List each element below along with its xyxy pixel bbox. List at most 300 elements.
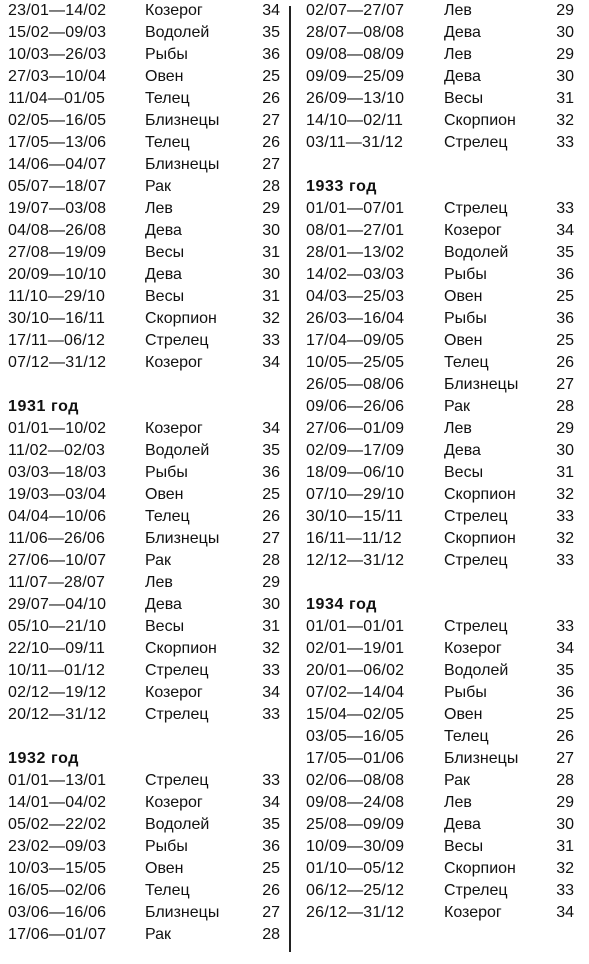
- table-row: [8, 220, 280, 242]
- sign-number: 34: [556, 222, 574, 239]
- date-range: 14/01—04/02: [8, 794, 107, 811]
- zodiac-sign: Дева: [444, 24, 481, 41]
- sign-number: 36: [262, 46, 280, 63]
- zodiac-sign: Козерог: [444, 904, 502, 921]
- sign-number: 36: [556, 310, 574, 327]
- sign-number: 28: [262, 178, 280, 195]
- sign-number: 33: [556, 618, 574, 635]
- table-row: [306, 858, 586, 880]
- zodiac-sign: Водолей: [145, 816, 210, 833]
- table-row: [8, 308, 280, 330]
- date-range: 09/09—25/09: [306, 68, 405, 85]
- sign-number: 32: [556, 530, 574, 547]
- table-row: [306, 836, 586, 858]
- section-gap: [306, 154, 586, 176]
- table-row: [306, 484, 586, 506]
- date-range: 10/09—30/09: [306, 838, 405, 855]
- date-range: 19/07—03/08: [8, 200, 107, 217]
- table-row: [8, 440, 280, 462]
- zodiac-sign: Рыбы: [444, 266, 487, 283]
- zodiac-sign: Водолей: [444, 662, 509, 679]
- table-row: [306, 726, 586, 748]
- table-row: [306, 110, 586, 132]
- date-range: 01/01—13/01: [8, 772, 107, 789]
- date-range: 11/06—26/06: [8, 530, 106, 547]
- table-row: [8, 924, 280, 946]
- zodiac-sign: Рыбы: [145, 464, 188, 481]
- right-column: [306, 0, 586, 924]
- sign-number: 31: [556, 838, 574, 855]
- sign-number: 35: [262, 24, 280, 41]
- zodiac-sign: Рак: [145, 552, 172, 569]
- table-row: [306, 418, 586, 440]
- zodiac-sign: Стрелец: [444, 508, 508, 525]
- zodiac-sign: Телец: [145, 508, 190, 525]
- table-row: [8, 792, 280, 814]
- date-range: 26/12—31/12: [306, 904, 405, 921]
- date-range: 17/06—01/07: [8, 926, 107, 943]
- date-range: 01/10—05/12: [306, 860, 405, 877]
- zodiac-sign: Близнецы: [145, 112, 220, 129]
- sign-number: 28: [556, 772, 574, 789]
- zodiac-sign: Лев: [444, 46, 472, 63]
- table-row: [306, 880, 586, 902]
- table-row: [306, 198, 586, 220]
- zodiac-sign: Козерог: [145, 420, 203, 437]
- table-row: [8, 902, 280, 924]
- zodiac-sign: Козерог: [145, 794, 203, 811]
- table-row: [8, 660, 280, 682]
- date-range: 02/07—27/07: [306, 2, 405, 19]
- date-range: 22/10—09/11: [8, 640, 106, 657]
- date-range: 17/04—09/05: [306, 332, 405, 349]
- date-range: 07/10—29/10: [306, 486, 405, 503]
- sign-number: 28: [262, 926, 280, 943]
- table-row: [306, 286, 586, 308]
- table-row: [306, 814, 586, 836]
- date-range: 05/07—18/07: [8, 178, 107, 195]
- zodiac-sign: Весы: [145, 244, 185, 261]
- table-row: [306, 682, 586, 704]
- table-row: [306, 616, 586, 638]
- table-row: [8, 198, 280, 220]
- table-row: [306, 352, 586, 374]
- zodiac-sign: Стрелец: [444, 552, 508, 569]
- sign-number: 27: [556, 376, 574, 393]
- table-row: [306, 792, 586, 814]
- sign-number: 33: [556, 508, 574, 525]
- zodiac-sign: Близнецы: [444, 750, 519, 767]
- table-row: [8, 528, 280, 550]
- sign-number: 26: [262, 90, 280, 107]
- date-range: 10/05—25/05: [306, 354, 405, 371]
- table-row: [8, 110, 280, 132]
- table-row: [306, 440, 586, 462]
- table-row: [306, 550, 586, 572]
- zodiac-sign: Стрелец: [444, 200, 508, 217]
- date-range: 05/02—22/02: [8, 816, 107, 833]
- date-range: 15/04—02/05: [306, 706, 405, 723]
- table-row: [8, 572, 280, 594]
- table-row: [8, 594, 280, 616]
- zodiac-sign: Скорпион: [444, 530, 516, 547]
- sign-number: 36: [556, 684, 574, 701]
- zodiac-sign: Скорпион: [444, 486, 516, 503]
- zodiac-sign: Весы: [444, 464, 484, 481]
- sign-number: 27: [262, 156, 280, 173]
- zodiac-sign: Дева: [145, 266, 182, 283]
- date-range: 26/05—08/06: [306, 376, 405, 393]
- date-range: 10/11—01/12: [8, 662, 106, 679]
- table-row: [8, 44, 280, 66]
- table-row: [306, 374, 586, 396]
- sign-number: 34: [556, 640, 574, 657]
- table-row: [306, 660, 586, 682]
- sign-number: 27: [262, 530, 280, 547]
- sign-number: 34: [262, 684, 280, 701]
- zodiac-sign: Козерог: [145, 354, 203, 371]
- zodiac-sign: Телец: [145, 90, 190, 107]
- table-row: [306, 88, 586, 110]
- date-range: 11/04—01/05: [8, 90, 106, 107]
- table-row: [306, 748, 586, 770]
- zodiac-sign: Лев: [444, 794, 472, 811]
- zodiac-sign: Лев: [145, 200, 173, 217]
- section-gap: [8, 374, 280, 396]
- sign-number: 25: [262, 860, 280, 877]
- table-row: [306, 506, 586, 528]
- date-range: 02/05—16/05: [8, 112, 107, 129]
- sign-number: 29: [262, 200, 280, 217]
- date-range: 20/01—06/02: [306, 662, 405, 679]
- zodiac-sign: Весы: [145, 618, 185, 635]
- sign-number: 33: [262, 332, 280, 349]
- sign-number: 26: [262, 134, 280, 151]
- table-row: [8, 0, 280, 22]
- date-range: 09/06—26/06: [306, 398, 405, 415]
- sign-number: 31: [556, 90, 574, 107]
- sign-number: 31: [262, 288, 280, 305]
- table-row: [306, 308, 586, 330]
- sign-number: 31: [262, 618, 280, 635]
- zodiac-sign: Овен: [145, 860, 184, 877]
- date-range: 23/01—14/02: [8, 2, 107, 19]
- date-range: 18/09—06/10: [306, 464, 405, 481]
- left-column: [8, 0, 280, 946]
- date-range: 23/02—09/03: [8, 838, 107, 855]
- date-range: 26/03—16/04: [306, 310, 405, 327]
- sign-number: 25: [556, 288, 574, 305]
- sign-number: 34: [262, 2, 280, 19]
- table-row: [8, 814, 280, 836]
- date-range: 27/08—19/09: [8, 244, 107, 261]
- zodiac-sign: Стрелец: [444, 134, 508, 151]
- section-1932-continued: [306, 0, 586, 154]
- table-row: [306, 902, 586, 924]
- sign-number: 25: [262, 68, 280, 85]
- zodiac-sign: Лев: [444, 420, 472, 437]
- date-range: 25/08—09/09: [306, 816, 405, 833]
- sign-number: 26: [262, 508, 280, 525]
- date-range: 11/10—29/10: [8, 288, 106, 305]
- sign-number: 30: [556, 24, 574, 41]
- date-range: 11/02—02/03: [8, 442, 106, 459]
- date-range: 07/02—14/04: [306, 684, 405, 701]
- zodiac-sign: Рак: [444, 772, 471, 789]
- sign-number: 34: [262, 794, 280, 811]
- table-row: [8, 462, 280, 484]
- sign-number: 31: [556, 464, 574, 481]
- zodiac-sign: Водолей: [444, 244, 509, 261]
- sign-number: 32: [262, 640, 280, 657]
- zodiac-sign: Стрелец: [444, 882, 508, 899]
- zodiac-sign: Козерог: [444, 222, 502, 239]
- year-heading-1932: 1932 год: [8, 750, 80, 767]
- table-row: [8, 286, 280, 308]
- table-row: [306, 0, 586, 22]
- date-range: 14/02—03/03: [306, 266, 405, 283]
- date-range: 28/01—13/02: [306, 244, 405, 261]
- sign-number: 32: [556, 860, 574, 877]
- sign-number: 33: [262, 706, 280, 723]
- zodiac-sign: Весы: [444, 90, 484, 107]
- table-row: [8, 770, 280, 792]
- sign-number: 25: [262, 486, 280, 503]
- table-row: [8, 132, 280, 154]
- sign-number: 33: [556, 552, 574, 569]
- zodiac-sign: Телец: [145, 882, 190, 899]
- date-range: 04/04—10/06: [8, 508, 107, 525]
- sign-number: 36: [262, 838, 280, 855]
- date-range: 02/12—19/12: [8, 684, 107, 701]
- zodiac-sign: Рыбы: [444, 310, 487, 327]
- section-1934: [306, 616, 586, 924]
- sign-number: 30: [262, 596, 280, 613]
- zodiac-sign: Дева: [145, 222, 182, 239]
- table-row: [306, 396, 586, 418]
- sign-number: 34: [262, 354, 280, 371]
- zodiac-sign: Дева: [444, 442, 481, 459]
- zodiac-sign: Дева: [444, 816, 481, 833]
- date-range: 27/06—01/09: [306, 420, 405, 437]
- year-heading-1933: 1933 год: [306, 178, 378, 195]
- sign-number: 30: [556, 816, 574, 833]
- date-range: 10/03—15/05: [8, 860, 107, 877]
- date-range: 04/03—25/03: [306, 288, 405, 305]
- zodiac-sign: Овен: [145, 486, 184, 503]
- sign-number: 29: [556, 2, 574, 19]
- sign-number: 28: [262, 552, 280, 569]
- date-range: 02/06—08/08: [306, 772, 405, 789]
- zodiac-sign: Овен: [145, 68, 184, 85]
- zodiac-sign: Стрелец: [145, 332, 209, 349]
- date-range: 20/12—31/12: [8, 706, 107, 723]
- date-range: 16/11—11/12: [306, 530, 402, 547]
- zodiac-sign: Рыбы: [444, 684, 487, 701]
- sign-number: 35: [262, 816, 280, 833]
- sign-number: 32: [556, 112, 574, 129]
- zodiac-sign: Скорпион: [444, 112, 516, 129]
- zodiac-sign: Скорпион: [444, 860, 516, 877]
- sign-number: 30: [556, 442, 574, 459]
- date-range: 07/12—31/12: [8, 354, 107, 371]
- date-range: 19/03—03/04: [8, 486, 107, 503]
- date-range: 01/01—10/02: [8, 420, 107, 437]
- zodiac-sign: Водолей: [145, 442, 210, 459]
- sign-number: 33: [556, 882, 574, 899]
- sign-number: 26: [262, 882, 280, 899]
- table-row: [8, 880, 280, 902]
- zodiac-sign: Козерог: [145, 2, 203, 19]
- table-row: [8, 176, 280, 198]
- date-range: 30/10—16/11: [8, 310, 106, 327]
- date-range: 01/01—01/01: [306, 618, 405, 635]
- table-row: [8, 352, 280, 374]
- sign-number: 29: [262, 574, 280, 591]
- sign-number: 30: [262, 222, 280, 239]
- sign-number: 33: [262, 772, 280, 789]
- table-row: [8, 330, 280, 352]
- table-row: [306, 528, 586, 550]
- date-range: 06/12—25/12: [306, 882, 405, 899]
- section-1933: [306, 198, 586, 572]
- table-row: [8, 264, 280, 286]
- zodiac-sign: Близнецы: [444, 376, 519, 393]
- zodiac-sign: Козерог: [145, 684, 203, 701]
- sign-number: 26: [556, 354, 574, 371]
- table-row: [8, 418, 280, 440]
- table-row: [306, 264, 586, 286]
- table-row: [8, 682, 280, 704]
- year-heading-1934: 1934 год: [306, 596, 378, 613]
- zodiac-sign: Овен: [444, 288, 483, 305]
- sign-number: 36: [556, 266, 574, 283]
- date-range: 08/01—27/01: [306, 222, 405, 239]
- table-row: [306, 44, 586, 66]
- table-row: [8, 704, 280, 726]
- zodiac-sign: Телец: [444, 354, 489, 371]
- zodiac-sign: Козерог: [444, 640, 502, 657]
- zodiac-sign: Овен: [444, 706, 483, 723]
- date-range: 02/09—17/09: [306, 442, 405, 459]
- date-range: 16/05—02/06: [8, 882, 107, 899]
- sign-number: 29: [556, 794, 574, 811]
- sign-number: 31: [262, 244, 280, 261]
- sign-number: 32: [262, 310, 280, 327]
- section-1931: [8, 418, 280, 726]
- sign-number: 33: [556, 200, 574, 217]
- column-divider: [289, 6, 291, 952]
- sign-number: 27: [262, 904, 280, 921]
- sign-number: 27: [556, 750, 574, 767]
- zodiac-sign: Близнецы: [145, 904, 220, 921]
- sign-number: 35: [556, 244, 574, 261]
- date-range: 09/08—24/08: [306, 794, 405, 811]
- date-range: 09/08—08/09: [306, 46, 405, 63]
- table-row: [8, 154, 280, 176]
- date-range: 03/06—16/06: [8, 904, 107, 921]
- table-row: [306, 638, 586, 660]
- table-row: [8, 616, 280, 638]
- table-row: [8, 66, 280, 88]
- zodiac-sign: Рак: [145, 178, 172, 195]
- date-range: 28/07—08/08: [306, 24, 405, 41]
- zodiac-sign: Близнецы: [145, 156, 220, 173]
- zodiac-sign: Стрелец: [145, 662, 209, 679]
- date-range: 15/02—09/03: [8, 24, 107, 41]
- sign-number: 28: [556, 398, 574, 415]
- sign-number: 25: [556, 706, 574, 723]
- table-row: [306, 22, 586, 44]
- table-row: [8, 836, 280, 858]
- zodiac-sign: Стрелец: [145, 706, 209, 723]
- zodiac-sign: Скорпион: [145, 640, 217, 657]
- date-range: 12/12—31/12: [306, 552, 405, 569]
- sign-number: 32: [556, 486, 574, 503]
- sign-number: 34: [262, 420, 280, 437]
- table-row: [8, 638, 280, 660]
- table-row: [8, 484, 280, 506]
- table-row: [8, 242, 280, 264]
- zodiac-sign: Скорпион: [145, 310, 217, 327]
- date-range: 04/08—26/08: [8, 222, 107, 239]
- zodiac-sign: Рак: [145, 926, 172, 943]
- section-1932: [8, 770, 280, 946]
- sign-number: 30: [262, 266, 280, 283]
- zodiac-sign: Рыбы: [145, 46, 188, 63]
- zodiac-sign: Рыбы: [145, 838, 188, 855]
- section-gap: [306, 572, 586, 594]
- zodiac-sign: Телец: [145, 134, 190, 151]
- sign-number: 33: [262, 662, 280, 679]
- date-range: 02/01—19/01: [306, 640, 405, 657]
- date-range: 03/11—31/12: [306, 134, 404, 151]
- sign-number: 35: [262, 442, 280, 459]
- zodiac-sign: Дева: [145, 596, 182, 613]
- table-row: [8, 22, 280, 44]
- sign-number: 30: [556, 68, 574, 85]
- zodiac-sign: Близнецы: [145, 530, 220, 547]
- date-range: 30/10—15/11: [306, 508, 404, 525]
- section-1930-continued: [8, 0, 280, 374]
- date-range: 01/01—07/01: [306, 200, 405, 217]
- table-row: [306, 330, 586, 352]
- sign-number: 34: [556, 904, 574, 921]
- zodiac-sign: Телец: [444, 728, 489, 745]
- sign-number: 27: [262, 112, 280, 129]
- date-range: 14/06—04/07: [8, 156, 107, 173]
- table-row: [8, 506, 280, 528]
- sign-number: 26: [556, 728, 574, 745]
- sign-number: 36: [262, 464, 280, 481]
- zodiac-sign: Весы: [444, 838, 484, 855]
- date-range: 17/05—13/06: [8, 134, 107, 151]
- table-row: [8, 88, 280, 110]
- zodiac-sign: Водолей: [145, 24, 210, 41]
- zodiac-sign: Весы: [145, 288, 185, 305]
- table-row: [8, 858, 280, 880]
- zodiac-sign: Дева: [444, 68, 481, 85]
- sign-number: 33: [556, 134, 574, 151]
- date-range: 29/07—04/10: [8, 596, 107, 613]
- sign-number: 29: [556, 420, 574, 437]
- date-range: 11/07—28/07: [8, 574, 106, 591]
- zodiac-sign: Рак: [444, 398, 471, 415]
- sign-number: 25: [556, 332, 574, 349]
- zodiac-sign: Лев: [145, 574, 173, 591]
- year-heading-1931: 1931 год: [8, 398, 80, 415]
- date-range: 17/05—01/06: [306, 750, 405, 767]
